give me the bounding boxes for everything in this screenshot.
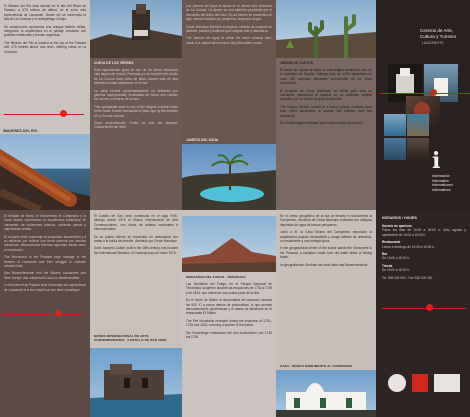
accent-dot-bottom-right [426,304,433,311]
caption-casa: CASA · MUSEO MONUMENTO AL CAMPESINO [280,364,353,368]
accent-line-bottom-left [4,314,84,315]
photo-casa [276,370,376,417]
contact-heading: HORARIOS / HOURS [382,216,417,220]
text-block-bottom-left: El Mirador de Haría, el Monumento al Campesino y la Casa Museo representan la arquitectura tradicional de Lanzarote, de volúmenes blancos, cubiertas planas y carpinterías verdes. El conjunto rinde homenaje al campesino lanzaroteño y a su esfuerzo por cultivar una tierra cubierta por cenizas volcánicas, desarrollando técnicas agrícolas únicas como el enarenado. The Monument to the Peasant pays homage to the farmers of Lanzarote and their struggle to cultivate volcanic land. Das Bauerndenkmal ehrt die Bauern Lanzarotes und ihren Kampf, das vulkanische Land zu bewirtschaften. Le Monument au Paysan rend hommage aux agriculteurs de Lanzarote et à leur travail sur une terre volcanique. [4,214,86,292]
schedule-block: Horario de apertura Todos los días de 10:00 a 18:00 h. Julio, agosto y septiembre de 10:00 a 19:00 h. Restaurante Lunes a domingo de 13:00 a 16:00 h. Bar De 10:00 a 18:00 h. Tienda De 10:00 a 18:00 h. Tel. 928 000 000 · Fax 928 000 000 [382,224,466,280]
info-line: Informations [432,187,451,192]
cover-photo-4 [384,114,406,136]
info-list [432,174,453,192]
caption-mirador: IMAGENES DEL RIO [3,129,38,133]
caption-jameos: JAMEOS DEL AGUA [186,138,219,142]
lanzarote-logo [434,374,460,392]
schedule-label: Tienda [382,263,393,268]
schedule-label: Restaurante [382,240,401,245]
photo-castillo [90,348,182,417]
text-block-cactus: El Jardín de Cactus se ubica en una antigua cantera de rofe, en el municipio de Teguise. Alberga más de 4.500 ejemplares de unas 450 especies diferentes procedentes de los cinco continentes. El proyecto de César Manrique, su última gran obra en Lanzarote, transforma el espacio en un anfiteatro vegetal presidido por un molino de gofio restaurado. The Cactus Garden, located in a former quarry, contains more than 4,500 specimens of around 450 species from five continents. Der Kakteengarten befindet sich in einem alten Steinbruch. [280,68,372,126]
info-line: Information [432,178,449,183]
caption-cueva: CUEVA DE LOS VERDES [94,61,134,65]
caption-timanfaya: MONTAÑAS DEL FUEGO · TIMANFAYA [186,275,246,279]
photo-jameos [182,144,276,210]
photo-mirador [0,134,90,210]
accent-dot-top-left [60,110,67,117]
centros-logo [412,374,428,392]
schedule-label: Horario de apertura [382,224,412,228]
photo-timanfaya [182,216,276,272]
cover-accent-dot [430,89,437,96]
cover-subtitle: LANZAROTE [422,41,444,45]
photo-cactus [276,0,376,58]
info-line: Informationen [432,183,453,188]
cover-accent-line [380,93,470,94]
text-block-castillo: El Castillo de San José, construido en el siglo XVIII, alberga desde 1976 el Museo Internacional de Arte Contemporáneo, con obras de artistas nacionales e internacionales. En su planta inferior se encuentra un restaurante con vistas a la bahía de Arrecife, diseñado por César Manrique. Saint Joseph's Castle, built in the 18th century, has housed the International Museum of Contemporary Art since 1976. [94,214,178,255]
schedule-label: Bar [382,252,388,257]
accent-line-top-left [4,114,84,115]
cover-title-line1: Centros de Arte, [420,28,454,33]
caption-castillo: MUSEO INTERNACIONAL DE ARTE CONTEMPORÁNEO · CASTILLO DE SAN JOSÉ [94,334,167,342]
cover-photo-6 [384,138,406,160]
cover-photo-7 [407,138,429,160]
cover-title-line2: Cultura y Turismo [420,34,456,39]
accent-dot-bottom-left [55,310,62,317]
accent-line-bottom-right [382,308,466,309]
text-block-jameos: Los Jameos del Agua se sitúan en el mismo tubo volcánico de La Corona. Un jameo es una abertura producida por el derrumbe del techo del tubo. En su interior se encuentra un lago natural habitado por pequeños cangrejos ciegos. César Manrique intervino el espacio creando un conjunto de jardines, piscina y auditorio que integran arte y naturaleza. The Jameos del Agua lie within the same volcanic tube; inside is a natural lake home to tiny blind albino crabs. [186,4,272,45]
text-block-timanfaya: Las Montañas del Fuego, en el Parque Nacional de Timanfaya, surgieron durante las erupciones de 1730 a 1736 y de 1824, que cubrieron una cuarta parte de la isla. En el Islote de Hilario la temperatura del subsuelo alcanza los 600 ºC a pocos metros de profundidad, lo que permite demostraciones geotérmicas y el asado de alimentos en el restaurante El Diablo. The Fire Mountains emerged during the eruptions of 1730–1736 and 1824, covering a quarter of the island. Die Feuerberge entstanden bei den Ausbrüchen von 1730 bis 1736. [186,282,272,340]
caption-cactus: JARDIN DE CACTUS [280,61,313,65]
info-line: Información [432,174,450,178]
info-icon: i [432,148,441,174]
cover-photo-5 [407,114,429,136]
text-block-top-left: El Mirador del Río está situado en lo alto del Risco de Famara, a 475 metros de altitud, en la zona más septentrional de Lanzarote. Desde allí se contempla la isla de La Graciosa y el archipiélago Chinijo. Su construcción aprovecha una antigua batería militar, integrando la arquitectura en el paisaje volcánico con grandes ventanales y formas orgánicas. The Mirador del Río is located at the top of the Famara cliff, 475 metres above sea level, offering views of La Graciosa. [4,4,86,54]
photo-cueva [90,0,182,58]
text-block-casa: En el centro geográfico de la isla se levanta el Monumento al Campesino, escultura de César Manrique realizada con antiguos depósitos de agua de barcos pesqueros. Junto a él, la Casa Museo del Campesino reproduce la arquitectura popular lanzaroteña y acoge talleres de artesanía, un restaurante y una bodega típica. In the geographical centre of the island stands the Monument to the Peasant, a sculpture made from old water tanks of fishing boats. Im geografischen Zentrum der Insel steht das Bauerndenkmal. [280,214,372,267]
cabildo-logo [388,374,406,392]
text-block-cueva: Esta espectacular gruta es uno de los tubos volcánicos más largos del mundo. Formada por la erupción del volcán de La Corona hace miles de años, recorre más de seis kilómetros hasta adentrarse en el mar. La visita recorre aproximadamente un kilómetro por galerías superpuestas, iluminadas de forma que realzan los colores y texturas de la roca. This spectacular cave is one of the longest volcanic tubes in the world, formed thousands of years ago by the eruption of La Corona volcano. Diese eindrucksvolle Grotte ist eine der längsten Vulkanröhren der Welt. [94,68,178,130]
